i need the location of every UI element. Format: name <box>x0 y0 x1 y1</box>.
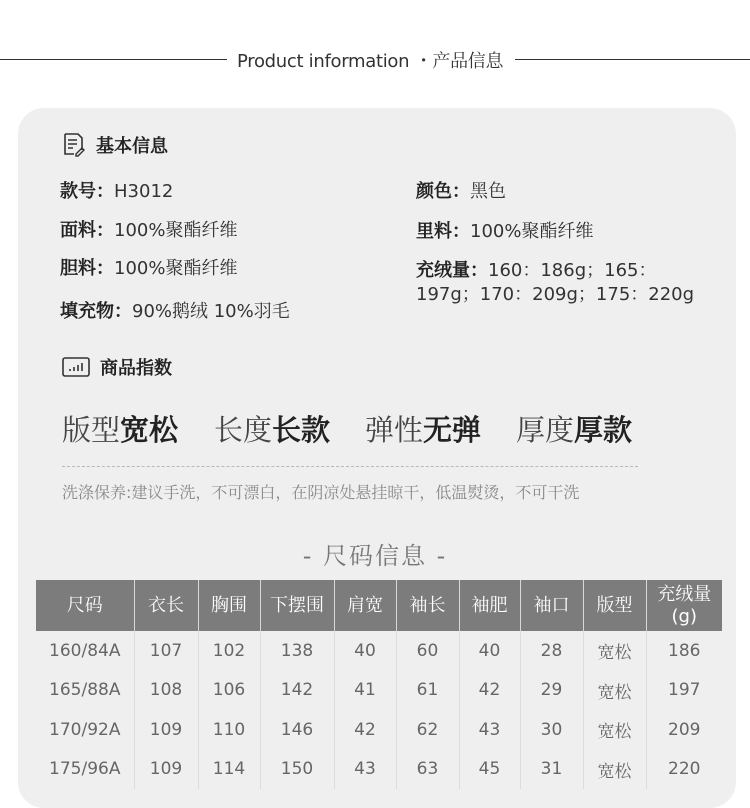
table-cell: 41 <box>334 671 396 711</box>
info-item-filling <box>60 300 290 324</box>
table-cell: 106 <box>198 671 260 711</box>
divider <box>515 59 750 60</box>
index-item-length <box>214 408 330 449</box>
document-icon <box>62 132 86 158</box>
table-cell: 170/92A <box>36 710 134 750</box>
index-value: 厚款 <box>574 413 633 447</box>
table-header-row <box>36 580 722 631</box>
info-item-fill-weight <box>416 259 716 307</box>
info-value: 100%聚酯纤维 <box>114 258 238 279</box>
column-header: 下摆围 <box>260 580 334 631</box>
size-table <box>36 580 722 789</box>
column-header: 胸围 <box>198 580 260 631</box>
table-cell: 60 <box>396 631 459 671</box>
info-key: 款号： <box>60 181 114 202</box>
column-header: 衣长 <box>134 580 198 631</box>
table-cell: 62 <box>396 710 459 750</box>
table-cell: 宽松 <box>583 750 646 790</box>
table-cell: 宽松 <box>583 710 646 750</box>
table-cell: 109 <box>134 710 198 750</box>
section-header <box>0 44 750 74</box>
table-cell: 40 <box>459 631 520 671</box>
table-cell: 43 <box>334 750 396 790</box>
index-item-fit <box>62 408 178 449</box>
info-key: 胆料： <box>60 258 114 279</box>
table-cell: 107 <box>134 631 198 671</box>
info-item-style-no <box>60 180 173 204</box>
info-item-fabric <box>60 219 237 243</box>
table-cell: 61 <box>396 671 459 711</box>
info-item-inner <box>60 257 237 281</box>
info-value: 100%聚酯纤维 <box>114 220 238 241</box>
index-value: 宽松 <box>120 413 179 447</box>
table-cell: 165/88A <box>36 671 134 711</box>
dashed-divider <box>62 466 638 467</box>
column-header: 肩宽 <box>334 580 396 631</box>
size-info-title: - 尺码信息 - <box>302 542 448 570</box>
info-key: 颜色： <box>416 181 470 202</box>
table-cell: 114 <box>198 750 260 790</box>
table-cell: 142 <box>260 671 334 711</box>
table-cell: 160/84A <box>36 631 134 671</box>
table-cell: 150 <box>260 750 334 790</box>
table-cell: 28 <box>520 631 583 671</box>
table-row <box>36 671 722 711</box>
basic-info-heading <box>62 132 168 158</box>
care-instructions: 洗涤保养:建议手洗，不可漂白，在阴凉处悬挂晾干，低温熨烫，不可干洗 <box>62 483 580 502</box>
info-key: 里料： <box>416 221 470 242</box>
column-header: 袖口 <box>520 580 583 631</box>
table-cell: 43 <box>459 710 520 750</box>
column-header: 充绒量 (g) <box>646 580 722 631</box>
table-cell: 宽松 <box>583 631 646 671</box>
table-cell: 31 <box>520 750 583 790</box>
column-header: 袖肥 <box>459 580 520 631</box>
table-cell: 138 <box>260 631 334 671</box>
table-cell: 109 <box>134 750 198 790</box>
column-header: 袖长 <box>396 580 459 631</box>
table-cell: 146 <box>260 710 334 750</box>
table-cell: 102 <box>198 631 260 671</box>
table-cell: 108 <box>134 671 198 711</box>
section-title: Product information ・产品信息 <box>237 51 504 72</box>
signal-bars-icon <box>62 356 90 378</box>
index-label: 版型 <box>62 413 121 447</box>
info-item-lining <box>416 220 593 244</box>
column-header: 尺码 <box>36 580 134 631</box>
table-cell: 42 <box>459 671 520 711</box>
index-value: 长款 <box>272 413 331 447</box>
info-item-color <box>416 180 506 204</box>
table-row <box>36 631 722 671</box>
column-header: 版型 <box>583 580 646 631</box>
table-cell: 110 <box>198 710 260 750</box>
table-cell: 30 <box>520 710 583 750</box>
info-value: 90%鹅绒 10%羽毛 <box>132 301 290 322</box>
table-cell: 宽松 <box>583 671 646 711</box>
basic-info-title: 基本信息 <box>96 136 168 157</box>
index-label: 厚度 <box>516 413 575 447</box>
product-index-title: 商品指数 <box>100 358 172 379</box>
info-value: 160：186g；165：197g；170：209g；175：220g <box>416 260 695 305</box>
table-cell: 186 <box>668 640 701 661</box>
index-item-elasticity <box>365 408 481 449</box>
table-cell: 40 <box>334 631 396 671</box>
info-key: 面料： <box>60 220 114 241</box>
table-cell: 209 <box>668 719 701 740</box>
table-cell: 63 <box>396 750 459 790</box>
product-index-heading <box>62 354 172 380</box>
table-cell: 29 <box>520 671 583 711</box>
table-cell: 42 <box>334 710 396 750</box>
table-cell: 45 <box>459 750 520 790</box>
index-label: 弹性 <box>365 413 424 447</box>
table-cell: 197 <box>668 680 701 701</box>
info-value: H3012 <box>114 181 174 202</box>
info-key: 充绒量： <box>416 260 488 281</box>
table-cell: 220 <box>668 759 701 780</box>
index-label: 长度 <box>214 413 273 447</box>
table-cell: 175/96A <box>36 750 134 790</box>
index-item-thickness <box>516 408 632 449</box>
info-value: 黑色 <box>470 181 506 202</box>
table-row <box>36 750 722 790</box>
info-value: 100%聚酯纤维 <box>470 221 594 242</box>
index-value: 无弹 <box>423 413 482 447</box>
info-key: 填充物： <box>60 301 132 322</box>
divider <box>0 59 227 60</box>
table-row <box>36 710 722 750</box>
